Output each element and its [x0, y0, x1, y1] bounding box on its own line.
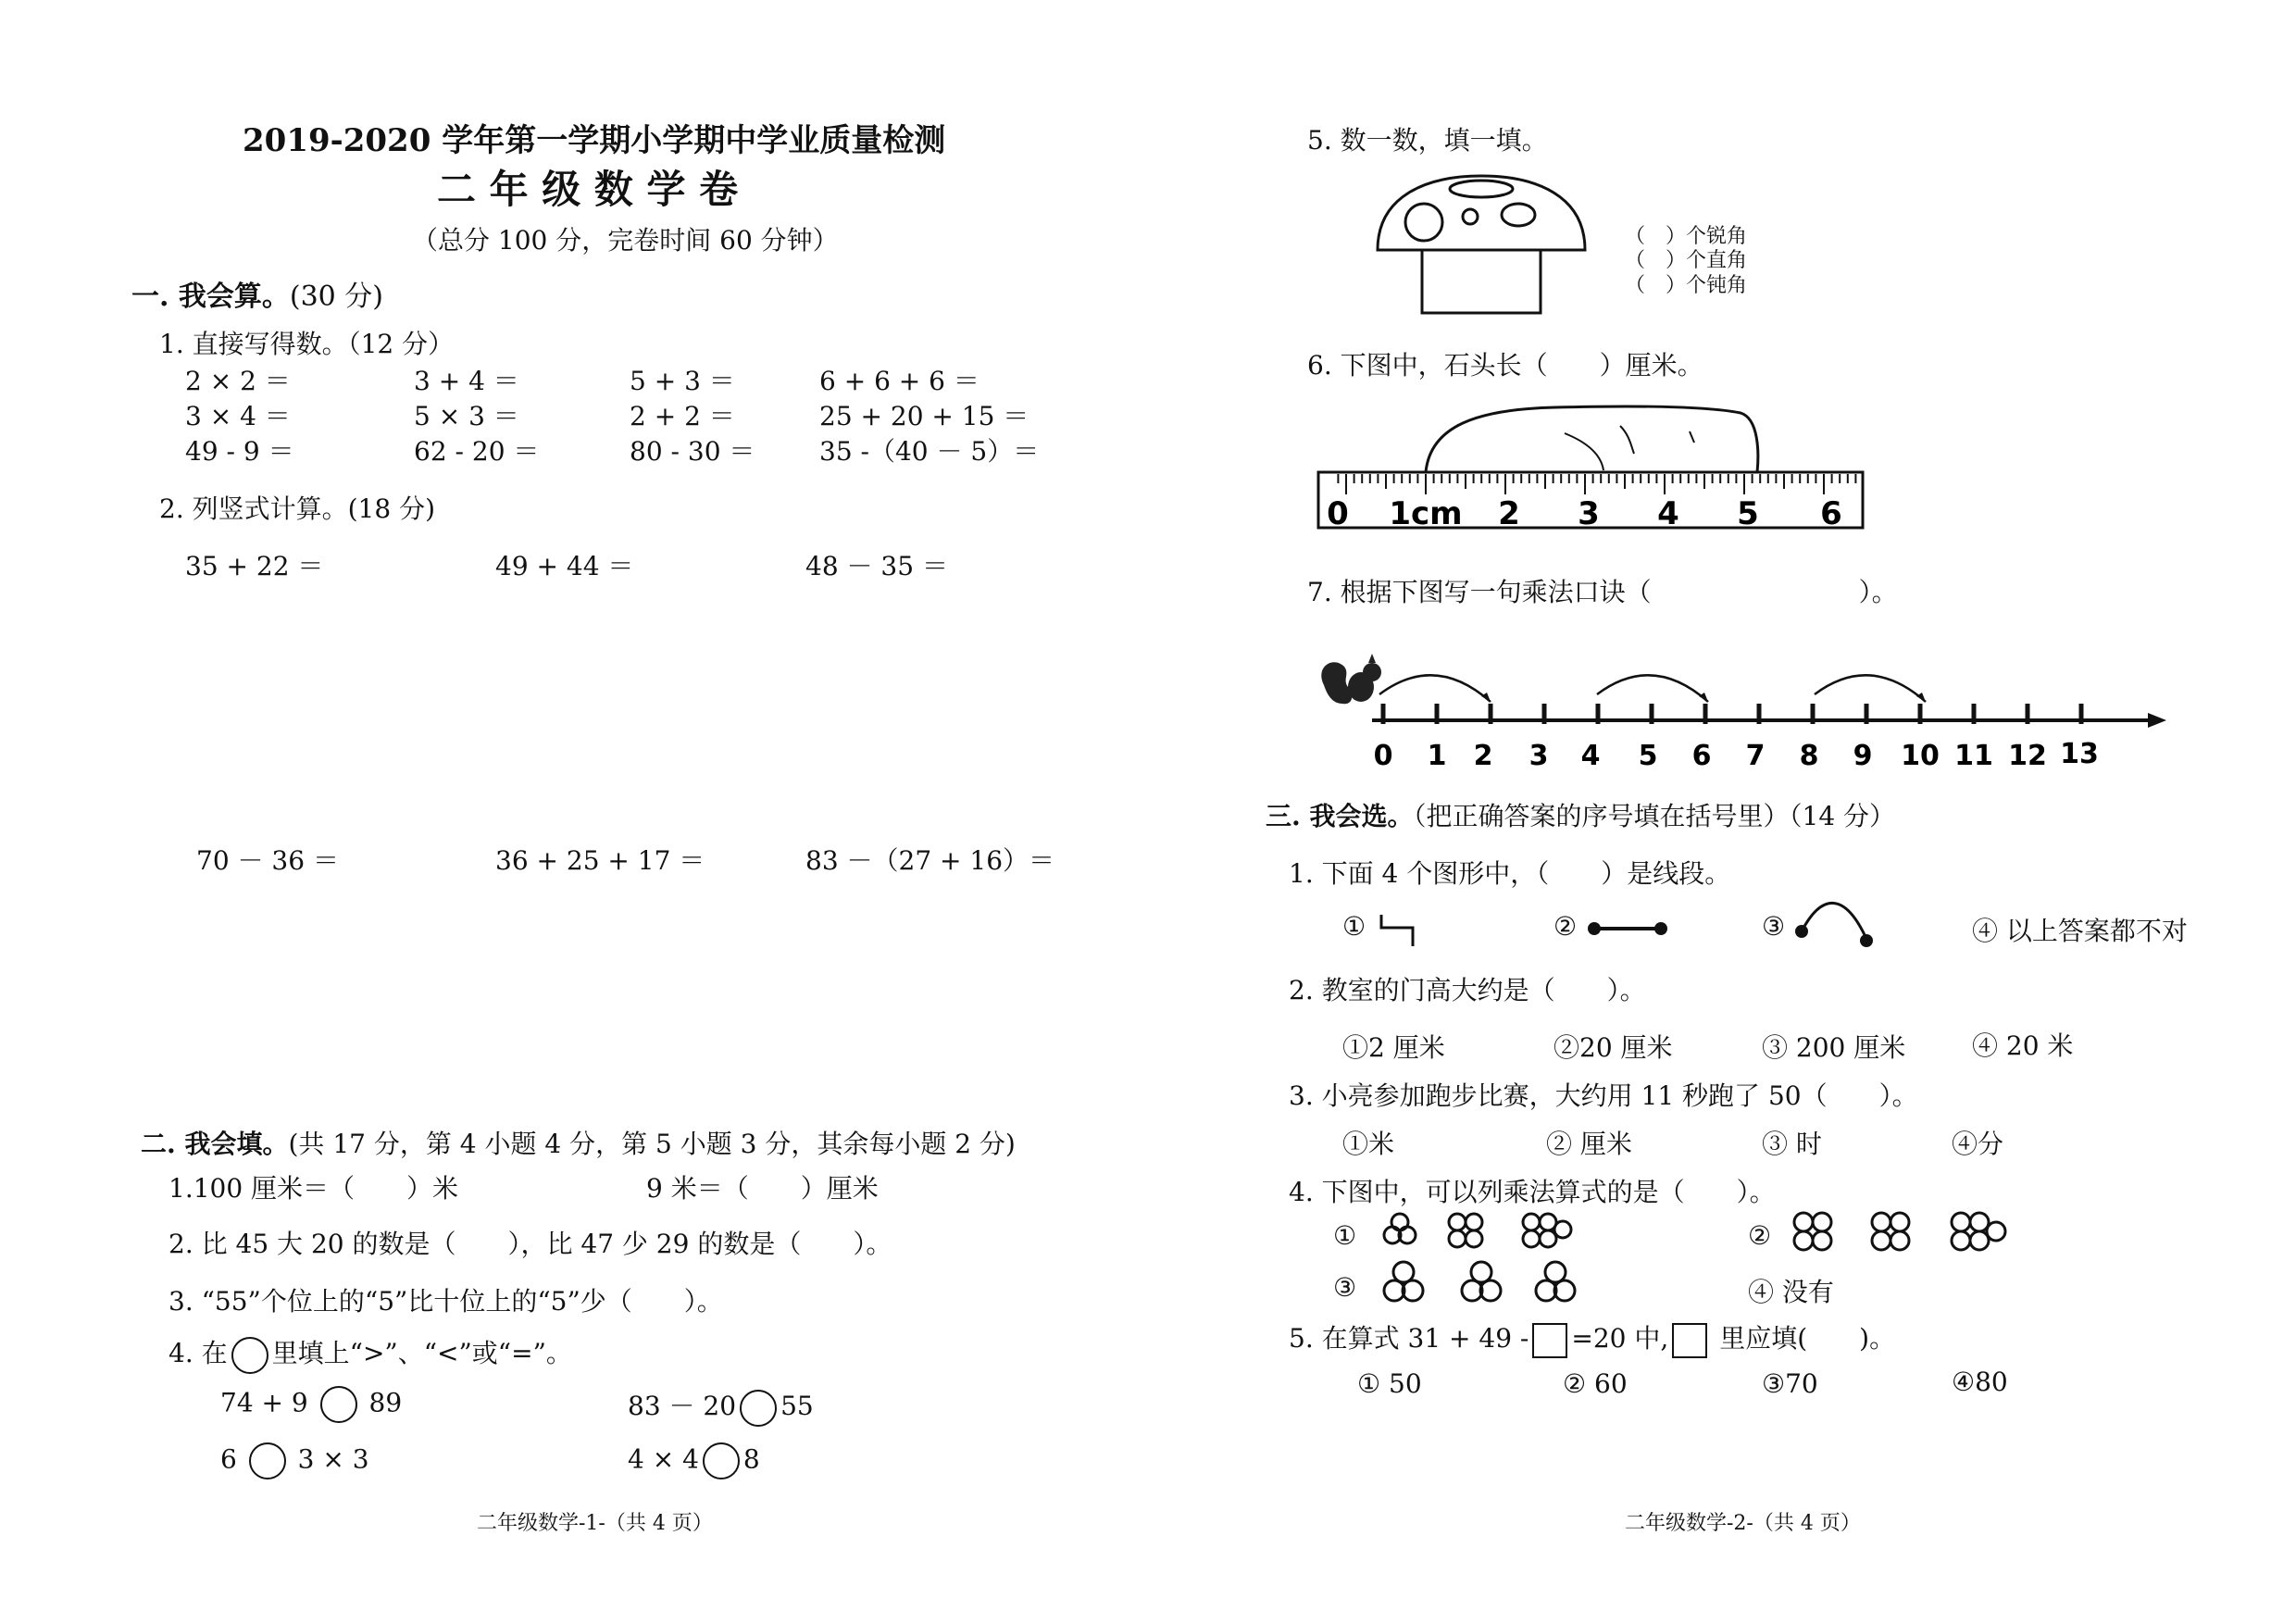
compare-circle-input[interactable]: [703, 1442, 740, 1479]
option[interactable]: ① 50: [1357, 1368, 1422, 1399]
compare-item: 4 × 4 8: [628, 1442, 760, 1479]
option[interactable]: ④ 以上答案都不对: [1972, 916, 2188, 946]
number-line-label: 7: [1745, 740, 1766, 772]
q1-item: 35 -（40 － 5）＝: [819, 436, 1040, 467]
option[interactable]: ③70: [1762, 1368, 1818, 1399]
section1-q1-label: 1. 直接写得数。（12 分）: [159, 329, 455, 359]
option[interactable]: ③ 200 厘米: [1762, 1032, 1906, 1063]
vertical-calc-item: 35 + 22 ＝: [185, 551, 324, 581]
section3-q4: 4. 下图中，可以列乘法算式的是（ ）。: [1289, 1177, 1776, 1207]
vertical-calc-item: 70 － 36 ＝: [196, 845, 339, 876]
number-line-label: 6: [1691, 740, 1712, 772]
section1-q2-label: 2. 列竖式计算。(18 分): [159, 493, 435, 524]
q1-item: 49 - 9 ＝: [185, 436, 294, 467]
option[interactable]: ④ 没有: [1748, 1277, 1834, 1307]
stone-outline: [1426, 406, 1758, 472]
option[interactable]: ④80: [1952, 1367, 2008, 1397]
compare-item: 74 + 9 89: [220, 1386, 402, 1423]
page2-q6: 6. 下图中，石头长（ ）厘米。: [1307, 350, 1703, 381]
broken-line-icon: [1378, 911, 1424, 948]
blank-box-input[interactable]: [1532, 1323, 1567, 1358]
q1-item: 62 - 20 ＝: [414, 436, 540, 467]
option[interactable]: ④ 20 米: [1972, 1030, 2074, 1061]
compare-circle-input[interactable]: [249, 1442, 286, 1479]
section3-heading: 三. 我会选。（把正确答案的序号填在括号里）（14 分）: [1266, 801, 1896, 831]
option[interactable]: ④分: [1952, 1129, 2004, 1159]
exam-title: 2019-2020 学年第一学期小学期中学业质量检测: [243, 122, 946, 159]
option[interactable]: ②20 厘米: [1554, 1032, 1673, 1063]
number-line-label: 0: [1373, 740, 1393, 772]
section3-q2: 2. 教室的门高大约是（ ）。: [1289, 975, 1646, 1005]
number-line-label: 3: [1529, 740, 1549, 772]
section2-q2: 2. 比 45 大 20 的数是（ ），比 47 少 29 的数是（ ）。: [168, 1229, 892, 1259]
q1-item: 80 - 30 ＝: [630, 436, 755, 467]
vertical-calc-item: 83 －（27 + 16）＝: [805, 845, 1055, 876]
number-line-label: 13: [2060, 738, 2099, 770]
section3-q3: 3. 小亮参加跑步比赛，大约用 11 秒跑了 50（ ）。: [1289, 1080, 1918, 1111]
ruler-figure: [1315, 398, 1870, 537]
number-line-figure: [1315, 639, 2166, 778]
number-line-label: 9: [1853, 740, 1873, 772]
angle-count-right: （ ）个直角: [1625, 249, 1748, 272]
section3-q1: 1. 下面 4 个图形中，（ ）是线段。: [1289, 858, 1731, 889]
option[interactable]: ①: [1342, 911, 1366, 942]
section2-q4: 4. 在 里填上“>”、“<”或“=”。: [168, 1333, 572, 1374]
section1-heading: 一. 我会算。(30 分): [131, 281, 384, 313]
number-line-label: 5: [1638, 740, 1658, 772]
ruler-label: 0: [1327, 495, 1349, 532]
number-line-label: 4: [1580, 740, 1601, 772]
ruler-label: 1cm: [1389, 495, 1463, 532]
q1-item: 3 + 4 ＝: [414, 366, 519, 396]
mushroom-figure: [1370, 169, 1592, 317]
compare-item: 6 3 × 3: [220, 1442, 369, 1479]
ruler-label: 2: [1498, 495, 1520, 532]
section3-q5: 5. 在算式 31 + 49 - =20 中, 里应填( )。: [1289, 1318, 1895, 1358]
page2-footer: 二年级数学-2-（共 4 页）: [1625, 1512, 1861, 1535]
option[interactable]: ③: [1762, 911, 1786, 942]
compare-circle-input[interactable]: [740, 1390, 777, 1427]
line-segment-icon: [1585, 915, 1670, 943]
q1-item: 5 + 3 ＝: [630, 366, 735, 396]
number-line-label: 1: [1427, 740, 1447, 772]
option[interactable]: ③ 时: [1762, 1129, 1822, 1159]
option[interactable]: ①米: [1342, 1129, 1395, 1159]
angle-count-obtuse: （ ）个钝角: [1625, 274, 1748, 297]
option[interactable]: ② 60: [1563, 1368, 1628, 1399]
option[interactable]: ①: [1333, 1220, 1357, 1251]
section2-q1b: 9 米＝（ ）厘米: [646, 1173, 879, 1204]
section2-heading: 二. 我会填。(共 17 分，第 4 小题 4 分，第 5 小题 3 分，其余每小题 2 分): [141, 1129, 1016, 1159]
exam-subject-title: 二 年 级 数 学 卷: [437, 167, 739, 212]
option[interactable]: ②: [1748, 1220, 1772, 1251]
number-line-label: 12: [2008, 740, 2047, 772]
angle-count-acute: （ ）个锐角: [1625, 225, 1748, 248]
vertical-calc-item: 49 + 44 ＝: [495, 551, 634, 581]
ruler-label: 4: [1657, 495, 1679, 532]
blank-box-icon: [1672, 1323, 1707, 1358]
option[interactable]: ②: [1554, 911, 1578, 942]
number-line-label: 2: [1473, 740, 1493, 772]
q1-item: 5 × 3 ＝: [414, 401, 519, 431]
section2-q1a: 1.100 厘米＝（ ）米: [168, 1173, 459, 1204]
option[interactable]: ③: [1333, 1272, 1357, 1303]
ruler-label: 5: [1737, 495, 1759, 532]
number-line-label: 8: [1799, 740, 1819, 772]
section2-q3: 3. “55”个位上的“5”比十位上的“5”少（ ）。: [168, 1286, 723, 1317]
circle-groups-icon: [1379, 1254, 1602, 1315]
q1-item: 2 × 2 ＝: [185, 366, 291, 396]
compare-circle-icon: [231, 1337, 268, 1374]
curve-segment-icon: [1794, 889, 1878, 950]
number-line-label: 11: [1954, 740, 1993, 772]
compare-circle-input[interactable]: [320, 1386, 357, 1423]
ruler-label: 3: [1578, 495, 1600, 532]
circle-groups-icon: [1379, 1204, 1602, 1259]
page1-footer: 二年级数学-1-（共 4 页）: [477, 1512, 713, 1535]
compare-item: 83 － 20 55: [628, 1386, 814, 1427]
option[interactable]: ② 厘米: [1546, 1129, 1632, 1159]
q1-item: 6 + 6 + 6 ＝: [819, 366, 980, 396]
number-line-label: 10: [1901, 740, 1940, 772]
ruler-label: 6: [1820, 495, 1842, 532]
page2-q5: 5. 数一数，填一填。: [1307, 125, 1548, 156]
q1-item: 3 × 4 ＝: [185, 401, 291, 431]
circle-groups-icon: [1785, 1204, 2026, 1259]
squirrel-icon: [1321, 654, 1381, 704]
page2-q7: 7. 根据下图写一句乘法口诀（ ）。: [1307, 577, 1898, 607]
vertical-calc-item: 48 － 35 ＝: [805, 551, 948, 581]
q1-item: 2 + 2 ＝: [630, 401, 735, 431]
vertical-calc-item: 36 + 25 + 17 ＝: [495, 845, 705, 876]
q1-item: 25 + 20 + 15 ＝: [819, 401, 1029, 431]
exam-subtitle: （总分 100 分，完卷时间 60 分钟）: [412, 225, 839, 256]
option[interactable]: ①2 厘米: [1342, 1032, 1445, 1063]
